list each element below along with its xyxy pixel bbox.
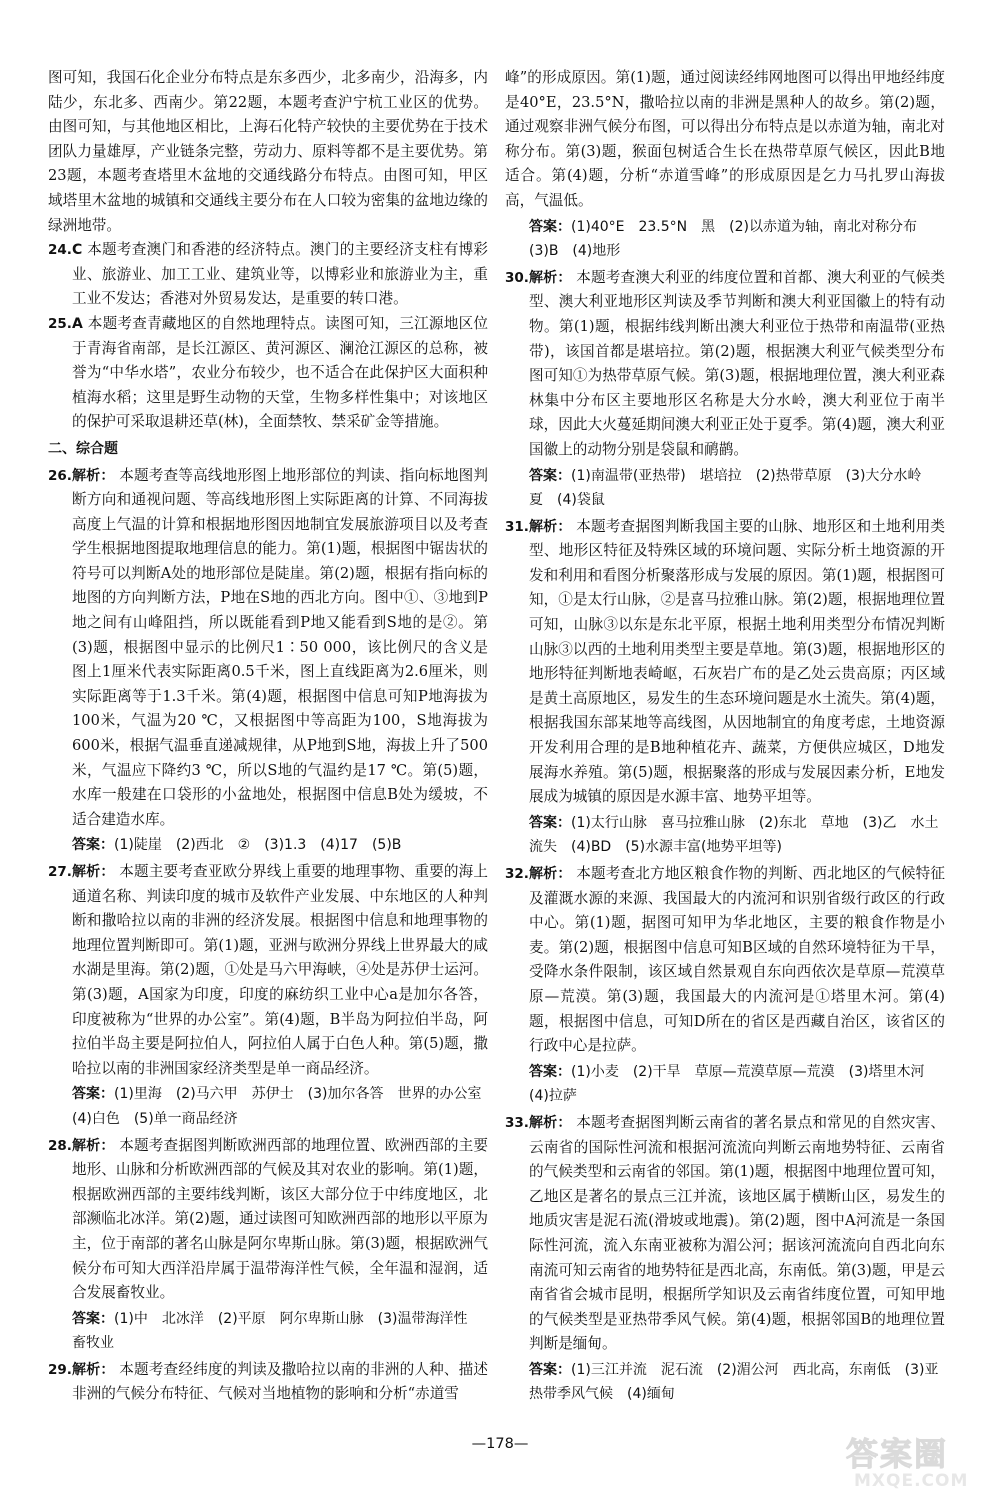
question-number: 25. <box>48 315 72 332</box>
question-text: 本题考查澳大利亚的纬度位置和首都、澳大利亚的气候类型、澳大利亚地形区判读及季节判断和澳大利亚国徽上的特有动物。第(1)题，根据纬线判断出澳大利亚位于热带和南温带(亚热带)，该国首都是堪培拉。第(2)题，根据澳大利亚气候类型分布图可知①为热带草原气候。第(3)题，根据地理位置，澳大利亚森林集中分布区主要地形区名称是大分水岭，澳大利亚位于南半球，因此大火蔓延期间澳大利亚正处于夏季。第(4)题，澳大利亚国徽上的动物分别是袋鼠和鸸鹋。 <box>529 268 946 458</box>
answer-line <box>505 811 945 860</box>
question-tag: 解析： <box>72 467 115 484</box>
answer-label: 答案： <box>529 814 571 831</box>
question-text: 本题考查经纬度的判读及撒哈拉以南的非洲的人种、描述非洲的气候分布特征、气候对当地植物的影响和分析“赤道雪 <box>72 1360 489 1403</box>
answer-line <box>505 215 945 264</box>
question-tag: C <box>72 242 83 259</box>
question-text: 本题考查据图判断云南省的著名景点和常见的自然灾害、云南省的国际性河流和根据河流流向判断云南地势特征、云南省的气候类型和云南省的邻国。第(1)题，根据图中地理位置可知，乙地区是著名的景点三江并流，该地区属于横断山区，易发生的地质灾害是泥石流(滑坡或地震)。第(2)题，图中A河流是一条国际性河流，流入东南亚被称为湄公河；据该河流流向自西北向东南流可知云南省的地势特征是西北高，东南低。第(3)题，甲是云南省省会城市昆明，根据所学知识及云南省纬度位置，可知甲地的气候类型是亚热带季风气候。第(4)题，根据邻国B的地理位置判断是缅甸。 <box>529 1113 946 1353</box>
watermark-text: 答案圈 <box>846 1435 949 1473</box>
question-item <box>505 862 945 1059</box>
question-text: 本题主要考查亚欧分界线上重要的地理事物、重要的海上通道名称、判读印度的城市及软件产业发展、中东地区的人种判断和撒哈拉以南的非洲的经济发展。根据图中信息和地理事物的地理位置判断即可。第(1)题，亚洲与欧洲分界线上世界最大的咸水湖是里海。第(2)题，①处是马六甲海峡，④处是苏伊士运河。第(3)题，A国家为印度，印度的麻纺织工业中心a是加尔各答，印度被称为“世界的办公室”。第(4)题，B半岛为阿拉伯半岛，阿拉伯半岛主要是阿拉伯人，阿拉伯人属于白色人种。第(5)题，撒哈拉以南的非洲国家经济类型是单一商品经济。 <box>72 863 489 1077</box>
question-text: 本题考查等高线地形图上地形部位的判读、指向标地图判断方向和通视问题、等高线地形图上实际距离的计算、不同海拔高度上气温的计算和根据地形图因地制宜发展旅游项目以及考查学生根据地图提取地理信息的能力。第(1)题，根据图中锯齿状的符号可以判断A处的地形部位是陡崖。第(2)题，根据有指向标的地图的方向判断方法，P地在S地的西北方向。图中①、③地到P地之间有山峰阻挡，所以既能看到P地又能看到S地的是②。第(3)题，根据图中显示的比例尺1∶50 000，该比例尺的含义是图上1厘米代表实际距离0.5千米，图上直线距离为2.6厘米，则实际距离等于1.3千米。第(4)题，根据图中信息可知P地海拔为100米，气温为20 ℃，又根据图中等高距为100，S地海拔为600米，根据气温垂直递减规律，从P地到S地，海拔上升了500米，气温应下降约3 ℃，所以S地的气温约是17 ℃。第(5)题，水库一般建在口袋形的小盆地处，根据图中信息B处为缓坡，不适合建造水库。 <box>72 466 489 828</box>
question-text: 本题考查北方地区粮食作物的判断、西北地区的气候特征及灌溉水源的来源、我国最大的内流河和识别省级行政区的行政中心。第(1)题，据图可知甲为华北地区，主要的粮食作物是小麦。第(2)题，根据图中信息可知B区域的自然环境特征为干旱，受降水条件限制，该区域自然景观自东向西依次是草原—荒漠草原—荒漠。第(3)题，我国最大的内流河是①塔里木河。第(4)题，根据图中信息，可知D所在的省区是西藏自治区，该省区的行政中心是拉萨。 <box>529 865 946 1055</box>
answer-label: 答案： <box>529 467 571 484</box>
page-number: —178— <box>471 1436 529 1452</box>
answer-line <box>48 833 488 858</box>
question-tag: A <box>72 315 83 332</box>
answer-text: (1)中 北冰洋 (2)平原 阿尔卑斯山脉 (3)温带海洋性 畜牧业 <box>72 1310 482 1352</box>
question-number: 27. <box>48 864 72 880</box>
answer-line <box>505 1060 945 1109</box>
question-item <box>48 238 488 312</box>
section-heading: 二、综合题 <box>48 440 118 457</box>
question-number: 29. <box>48 1361 72 1378</box>
question-text: 本题考查青藏地区的自然地理特点。读图可知，三江源地区位于青海省南部，是长江源区、黄河源区、澜沧江源区的总称，被誉为“中华水塔”，农业分布较少，也不适合在此保护区大面积种植海水稻；这里是野生动物的天堂，生物多样性集中；对该地区的保护可采取退耕还草(林)，全面禁牧、禁采矿金等措施。 <box>72 314 488 431</box>
answer-line <box>48 1307 488 1356</box>
answer-label: 答案： <box>529 1361 571 1378</box>
question-item <box>505 1111 945 1357</box>
answer-label: 答案： <box>72 837 114 854</box>
question-number: 26. <box>48 467 72 484</box>
watermark-url: MXQE.COM <box>854 1471 969 1491</box>
question-number: 24. <box>48 242 72 259</box>
question-item <box>48 312 488 435</box>
question-item <box>505 266 945 463</box>
answer-text: (1)小麦 (2)干旱 草原—荒漠草原—荒漠 (3)塔里木河 (4)拉萨 <box>529 1063 939 1105</box>
question-number: 31. <box>505 518 529 535</box>
continued-paragraph: 图可知，我国石化企业分布特点是东多西少，北多南少，沿海多，内陆少，东北多、西南少。第22题，本题考查沪宁杭工业区的优势。由图可知，与其他地区相比，上海石化特产较快的主要优势在于技术团队力量雄厚，产业链条完整，劳动力、原料等都不是主要优势。第23题，本题考查塔里木盆地的交通线路分布特点。由图可知，甲区域塔里木盆地的城镇和交通线主要分布在人口较为密集的盆地边缘的绿洲地带。 <box>48 69 488 234</box>
answer-label: 答案： <box>72 1310 114 1327</box>
question-text: 本题考查澳门和香港的经济特点。澳门的主要经济支柱有博彩业、旅游业、加工工业、建筑业等，以博彩业和旅游业为主，重工业不发达；香港对外贸易发达，是重要的转口港。 <box>72 241 488 308</box>
answer-label: 答案： <box>72 1086 114 1103</box>
left-column <box>48 66 496 1407</box>
answer-text: (1)40°E 23.5°N 黑 (2)以赤道为轴，南北对称分布 (3)B (4)地形 <box>529 218 931 260</box>
question-tag: 解析： <box>529 269 572 286</box>
question-item <box>48 1134 488 1306</box>
question-tag: 解析： <box>72 1137 115 1154</box>
answer-text: (1)太行山脉 喜马拉雅山脉 (2)东北 草地 (3)乙 水土流失 (4)BD (5)水源丰富(地势平坦等) <box>529 814 939 856</box>
question-tag: 解析： <box>72 864 115 880</box>
question-text: 本题考查据图判断我国主要的山脉、地形区和土地利用类型、地形区特征及特殊区域的环境问题、实际分析土地资源的开发和利用和看图分析聚落形成与发展的原因。第(1)题，根据图可知，①是太行山脉，②是喜马拉雅山脉。第(2)题，根据地理位置可知，山脉③以东是东北平原，根据土地利用类型分布情况判断山脉③以西的土地利用类型主要是草地。第(3)题，根据地形区的地形特征判断地表崎岖，石灰岩广布的是乙处云贵高原；丙区域是黄土高原地区，易发生的生态环境问题是水土流失。第(4)题，根据我国东部某地等高线图，从因地制宜的角度考虑，土地资源开发利用合理的是B地种植花卉、蔬菜，方便供应城区，D地发展海水养殖。第(5)题，根据聚落的形成与发展因素分析，E地发展成为城镇的原因是水源丰富、地势平坦等。 <box>529 517 946 806</box>
answer-text: (1)南温带(亚热带) 堪培拉 (2)热带草原 (3)大分水岭 夏 (4)袋鼠 <box>529 467 936 509</box>
question-tag: 解析： <box>529 1114 572 1131</box>
question-number: 32. <box>505 866 529 882</box>
question-item <box>48 1358 488 1407</box>
answer-line <box>505 464 945 513</box>
answer-text: (1)里海 (2)马六甲 苏伊士 (3)加尔各答 世界的办公室 (4)白色 (5)单一商品经济 <box>72 1086 496 1127</box>
answer-line <box>505 1358 945 1407</box>
answer-line <box>48 1082 496 1131</box>
question-number: 28. <box>48 1137 72 1154</box>
question-text: 本题考查据图判断欧洲西部的地理位置、欧洲西部的主要地形、山脉和分析欧洲西部的气候及其对农业的影响。第(1)题，根据欧洲西部的主要纬线判断，该区大部分位于中纬度地区，北部濒临北冰洋。第(2)题，通过读图可知欧洲西部的地形以平原为主，位于南部的著名山脉是阿尔卑斯山脉。第(3)题，根据欧洲气候分布可知大西洋沿岸属于温带海洋性气候，全年温和湿润，适合发展畜牧业。 <box>72 1136 489 1302</box>
question-tag: 解析： <box>529 518 572 535</box>
question-number: 30. <box>505 269 529 286</box>
answer-label: 答案： <box>529 218 571 235</box>
question-item <box>505 515 945 810</box>
answer-text: (1)三江并流 泥石流 (2)湄公河 西北高，东南低 (3)亚热带季风气候 (4)缅甸 <box>529 1361 939 1403</box>
question-tag: 解析： <box>529 866 572 882</box>
question-tag: 解析： <box>72 1361 115 1378</box>
question-item <box>48 860 488 1081</box>
question-item <box>48 464 488 833</box>
answer-text: (1)陡崖 (2)西北 ② (3)1.3 (4)17 (5)B <box>114 837 402 854</box>
right-column <box>505 66 945 1409</box>
question-number: 33. <box>505 1114 529 1131</box>
watermark-logo <box>840 1427 992 1497</box>
continued-paragraph: 峰”的形成原因。第(1)题，通过阅读经纬网地图可以得出甲地经纬度是40°E，23.5°N，撒哈拉以南的非洲是黑种人的故乡。第(2)题，通过观察非洲气候分布图，可以得出分布特点是以赤道为轴，南北对称分布。第(3)题，猴面包树适合生长在热带草原气候区，因此B地适合。第(4)题，分析“赤道雪峰”的形成原因是乞力马扎罗山海拔高，气温低。 <box>505 69 945 209</box>
answer-label: 答案： <box>529 1063 571 1080</box>
